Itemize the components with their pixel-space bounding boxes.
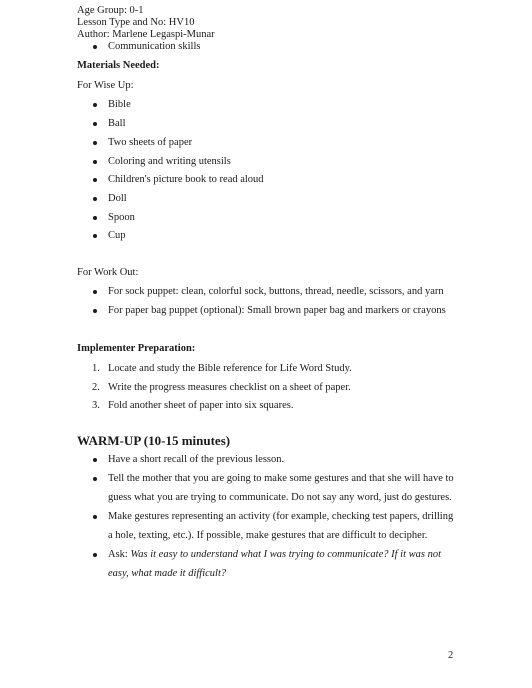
bullet-icon <box>93 309 97 313</box>
list-item-continued: guess what you are trying to communicate. Do not say any word, just do gestures. <box>108 492 452 503</box>
list-item: Doll <box>108 193 127 204</box>
ask-question: Was it easy to understand what I was trying to communicate? If it was not <box>127 549 441 560</box>
ask-prefix: Ask: <box>108 549 128 560</box>
list-item: Fold another sheet of paper into six squares. <box>108 400 294 411</box>
bullet-icon <box>93 477 97 481</box>
ask-question-continued: easy, what made it difficult? <box>108 568 227 579</box>
page-number: 2 <box>448 650 454 661</box>
step-number: 2. <box>92 382 100 393</box>
bullet-icon <box>93 553 97 557</box>
list-item: Bible <box>108 99 131 110</box>
bullet-icon <box>93 45 97 49</box>
preparation-heading: Implementer Preparation: <box>77 343 196 354</box>
wise-up-label: For Wise Up: <box>77 80 134 91</box>
bullet-icon <box>93 103 97 107</box>
bullet-icon <box>93 458 97 462</box>
author: Author: Marlene Legaspi-Munar <box>77 29 215 40</box>
list-item: Locate and study the Bible reference for Life Word Study. <box>108 363 352 374</box>
list-item: Cup <box>108 230 126 241</box>
list-item: Spoon <box>108 212 135 223</box>
bullet-icon <box>93 515 97 519</box>
list-item: For paper bag puppet (optional): Small brown paper bag and markers or crayons <box>108 305 446 316</box>
list-item: Have a short recall of the previous lesson. <box>108 454 285 465</box>
list-item: For sock puppet: clean, colorful sock, buttons, thread, needle, scissors, and yarn <box>108 286 444 297</box>
list-item-continued: a hole, texting, etc.). If possible, make gestures that are difficult to decipher. <box>108 530 428 541</box>
list-item: Ball <box>108 118 126 129</box>
list-item: Make gestures representing an activity (for example, checking test papers, drilling <box>108 511 454 522</box>
communication-skills-item: Communication skills <box>108 41 201 52</box>
bullet-icon <box>93 197 97 201</box>
warmup-heading: WARM-UP (10-15 minutes) <box>77 433 231 448</box>
materials-heading: Materials Needed: <box>77 60 160 71</box>
bullet-icon <box>93 290 97 294</box>
bullet-icon <box>93 141 97 145</box>
ask-item <box>108 549 441 561</box>
bullet-icon <box>93 160 97 164</box>
bullet-icon <box>93 122 97 126</box>
list-item: Two sheets of paper <box>108 137 193 148</box>
work-out-label: For Work Out: <box>77 267 139 278</box>
list-item: Coloring and writing utensils <box>108 156 231 167</box>
bullet-icon <box>93 178 97 182</box>
list-item: Write the progress measures checklist on a sheet of paper. <box>108 382 351 393</box>
list-item: Children's picture book to read aloud <box>108 174 264 185</box>
list-item: Tell the mother that you are going to make some gestures and that she will have to <box>108 473 454 484</box>
bullet-icon <box>93 216 97 220</box>
step-number: 3. <box>92 400 100 411</box>
lesson-type: Lesson Type and No: HV10 <box>77 17 195 28</box>
bullet-icon <box>93 234 97 238</box>
step-number: 1. <box>92 363 100 374</box>
age-group: Age Group: 0-1 <box>77 5 144 16</box>
